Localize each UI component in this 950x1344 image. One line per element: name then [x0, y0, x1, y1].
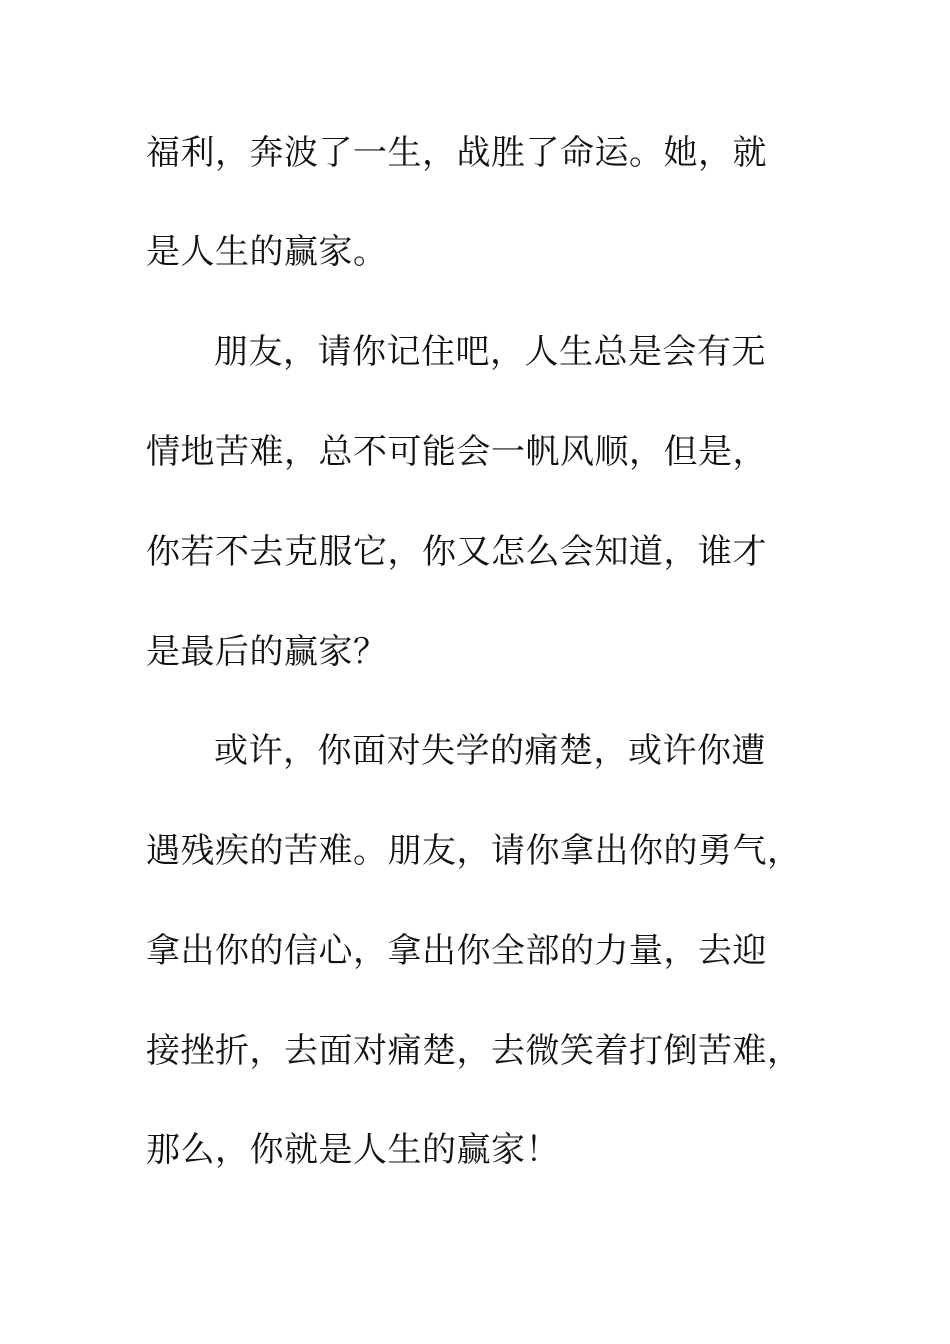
text-line: 接挫折，去面对痛楚，去微笑着打倒苦难，	[146, 1031, 802, 1071]
paragraph-start-line: 或许，你面对失学的痛楚，或许你遭	[214, 731, 766, 771]
text-line: 那么，你就是人生的赢家！	[146, 1130, 560, 1170]
text-line: 是人生的赢家。	[146, 232, 388, 272]
text-line: 遇残疾的苦难。朋友，请你拿出你的勇气，	[146, 831, 802, 871]
text-line: 拿出你的信心，拿出你全部的力量，去迎	[146, 931, 767, 971]
paragraph-start-line: 朋友，请你记住吧，人生总是会有无	[214, 332, 766, 372]
text-line: 你若不去克服它，你又怎么会知道，谁才	[146, 532, 767, 572]
text-line: 情地苦难，总不可能会一帆风顺，但是，	[146, 432, 767, 472]
text-line: 福利，奔波了一生，战胜了命运。她，就	[146, 133, 767, 173]
text-line: 是最后的赢家？	[146, 632, 388, 672]
